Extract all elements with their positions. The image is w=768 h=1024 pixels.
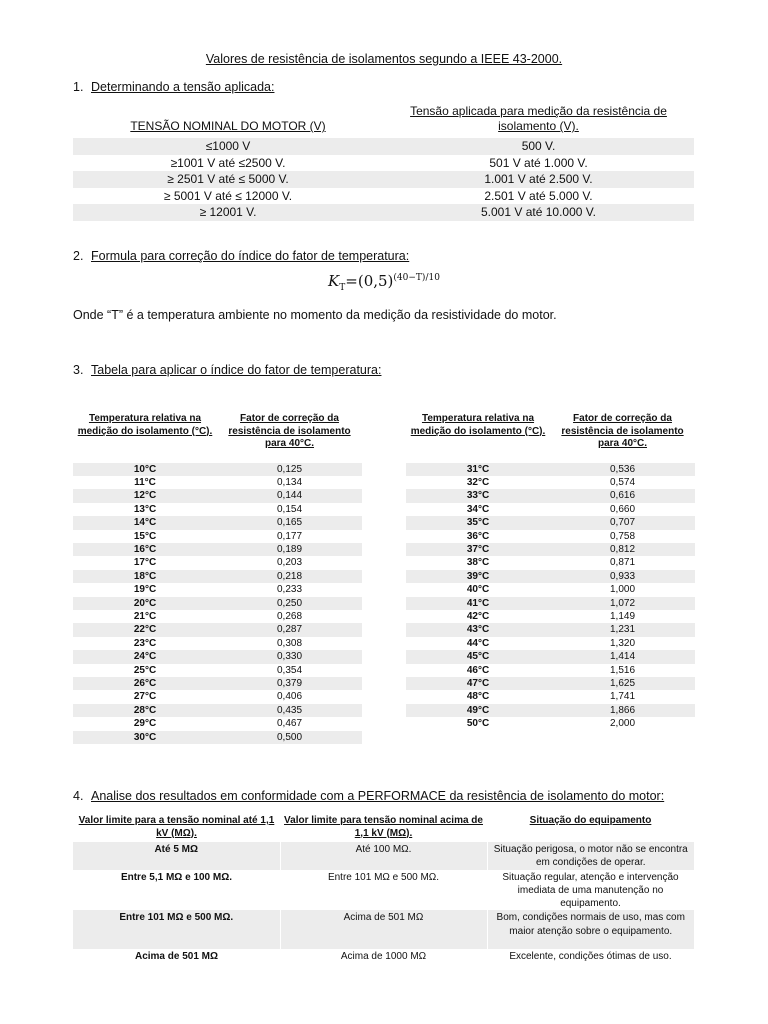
correction-factor-cell: 0,125 (217, 463, 362, 476)
table-row (406, 610, 695, 623)
temperature-formula (0, 272, 768, 293)
table-row (73, 690, 362, 703)
table-row (406, 650, 695, 663)
table-row (73, 556, 362, 569)
section-4-heading (73, 789, 664, 803)
temperature-cell: 20°C (73, 597, 217, 610)
status-cell: Bom, condições normais de uso, mas com maior atenção sobre o equipamento. (487, 910, 694, 949)
section-1-heading (73, 80, 274, 94)
applied-voltage-cell: 1.001 V até 2.500 V. (383, 171, 694, 188)
limit-low-cell: Entre 5,1 MΩ e 100 MΩ. (120, 871, 233, 883)
temperature-cell: 12°C (73, 489, 217, 502)
table-row (73, 476, 362, 489)
section-4-title: Analise dos resultados em conformidade com a PERFORMACE da resistência de isolamento do motor: (91, 789, 665, 803)
table-row (73, 530, 362, 543)
section-3-title: Tabela para aplicar o índice do fator de temperatura: (91, 363, 382, 377)
formula-exponent: (40−T)/10 (393, 273, 440, 283)
temperature-cell: 16°C (73, 543, 217, 556)
table-row (406, 664, 695, 677)
nominal-voltage-cell: ≥ 12001 V. (73, 204, 383, 221)
correction-factor-cell: 0,308 (276, 637, 303, 649)
section-2-title: Formula para correção do índice do fator de temperatura: (91, 249, 410, 263)
nominal-voltage-cell: ≤1000 V (73, 138, 383, 155)
correction-factor-cell: 1,625 (550, 677, 695, 690)
correction-factor-cell: 0,144 (217, 489, 362, 502)
table-row (406, 463, 695, 476)
table-row (406, 503, 695, 516)
limit-low-cell: Acima de 501 MΩ (134, 951, 219, 963)
section-2-heading (73, 249, 409, 263)
table-row (73, 664, 362, 677)
temperature-table-right (406, 413, 695, 731)
table-row (73, 910, 694, 949)
temperature-cell: 28°C (73, 704, 217, 717)
correction-factor-cell: 0,134 (276, 476, 303, 488)
correction-factor-cell: 0,660 (609, 503, 636, 515)
correction-factor-cell: 0,250 (217, 597, 362, 610)
correction-factor-cell: 0,536 (550, 463, 695, 476)
temperature-cell: 10°C (73, 463, 217, 476)
table-row (406, 637, 695, 650)
table-row (73, 188, 694, 205)
temp-header-temperature: Temperatura relativa na medição do isolamento (°C). (77, 413, 213, 437)
table-row (73, 717, 362, 730)
table-row (406, 570, 695, 583)
status-cell: Excelente, condições ótimas de uso. (509, 951, 672, 963)
table-row (73, 583, 362, 596)
status-cell: Situação regular, atenção e intervenção imediata de uma manutenção no equipamento. (502, 871, 679, 910)
nominal-voltage-cell: ≥ 5001 V até ≤ 12000 V. (163, 188, 293, 203)
correction-factor-cell: 1,741 (609, 691, 636, 703)
temperature-cell: 19°C (133, 584, 157, 596)
table-row (73, 870, 694, 911)
correction-factor-cell: 0,203 (276, 557, 303, 569)
table-row (73, 650, 362, 663)
voltage-table-header-applied: Tensão aplicada para medição da resistência de isolamento (V). (410, 104, 667, 133)
temperature-cell: 23°C (133, 637, 157, 649)
temperature-cell: 44°C (466, 637, 490, 649)
formula-k: K (328, 272, 340, 290)
correction-factor-cell: 1,231 (550, 623, 695, 636)
correction-factor-cell: 0,354 (276, 664, 303, 676)
temperature-cell: 21°C (133, 610, 157, 622)
temperature-cell: 47°C (406, 677, 550, 690)
table-row (73, 731, 362, 744)
temperature-table-left (73, 413, 362, 744)
table-row (73, 543, 362, 556)
table-row (73, 677, 362, 690)
temperature-cell: 27°C (133, 691, 157, 703)
table-row (406, 556, 695, 569)
correction-factor-cell: 0,165 (217, 516, 362, 529)
applied-voltage-cell: 501 V até 1.000 V. (489, 155, 588, 170)
temperature-cell: 41°C (406, 597, 550, 610)
temperature-cell: 43°C (406, 623, 550, 636)
correction-factor-cell: 0,218 (217, 570, 362, 583)
temperature-cell: 46°C (466, 664, 490, 676)
table-row (73, 949, 694, 963)
correction-factor-cell: 0,933 (550, 570, 695, 583)
performance-header-high: Valor limite para tensão nominal acima de 1,1 kV (MΩ). (284, 815, 483, 839)
performance-header-status: Situação do equipamento (529, 815, 652, 826)
correction-factor-cell: 0,177 (276, 530, 303, 542)
section-1-title: Determinando a tensão aplicada: (91, 80, 275, 94)
table-row (73, 171, 694, 188)
correction-factor-cell: 0,500 (217, 731, 362, 744)
nominal-voltage-cell: ≥1001 V até ≤2500 V. (170, 155, 286, 170)
correction-factor-cell: 0,287 (217, 623, 362, 636)
table-row (73, 463, 362, 476)
temperature-cell: 42°C (466, 610, 490, 622)
temperature-cell: 34°C (466, 503, 490, 515)
limit-high-cell: Até 100 MΩ. (280, 842, 487, 870)
section-3-heading (73, 363, 381, 377)
table-row (73, 597, 362, 610)
table-row (406, 476, 695, 489)
temperature-cell: 35°C (406, 516, 550, 529)
table-row (73, 138, 694, 155)
temperature-cell: 22°C (73, 623, 217, 636)
section-4-number: 4. (73, 789, 84, 803)
table-row (73, 623, 362, 636)
correction-factor-cell: 0,435 (217, 704, 362, 717)
performance-header-low: Valor limite para a tensão nominal até 1,1 kV (MΩ). (78, 815, 275, 839)
correction-factor-cell: 1,072 (550, 597, 695, 610)
table-row (73, 842, 694, 870)
formula-note: Onde “T” é a temperatura ambiente no momento da medição da resistividade do motor. (73, 308, 557, 322)
temperature-cell: 11°C (134, 476, 156, 488)
section-2-number: 2. (73, 249, 84, 263)
temperature-cell: 32°C (466, 476, 490, 488)
temperature-cell: 37°C (406, 543, 550, 556)
formula-subscript: T (339, 283, 346, 293)
table-row (406, 530, 695, 543)
correction-factor-cell: 0,233 (276, 584, 303, 596)
table-row (73, 637, 362, 650)
correction-factor-cell: 0,616 (550, 489, 695, 502)
table-row (406, 677, 695, 690)
table-row (73, 204, 694, 221)
temperature-cell: 49°C (406, 704, 550, 717)
section-3-number: 3. (73, 363, 84, 377)
table-row (73, 155, 694, 172)
status-cell: Situação perigosa, o motor não se encontra em condições de operar. (487, 842, 694, 870)
temp-header-factor: Fator de correção da resistência de isolamento para 40°C. (561, 413, 684, 449)
temperature-cell: 50°C (466, 718, 490, 730)
temperature-cell: 40°C (466, 584, 490, 596)
table-row (73, 704, 362, 717)
correction-factor-cell: 0,707 (550, 516, 695, 529)
temperature-cell: 48°C (466, 691, 490, 703)
formula-base: =(0,5) (345, 272, 394, 290)
limit-low-cell: Até 5 MΩ (73, 842, 280, 870)
table-row (406, 623, 695, 636)
correction-factor-cell: 0,154 (276, 503, 303, 515)
temperature-cell: 31°C (406, 463, 550, 476)
temperature-cell: 30°C (73, 731, 217, 744)
table-row (406, 516, 695, 529)
temperature-cell: 18°C (73, 570, 217, 583)
temperature-cell: 13°C (133, 503, 157, 515)
temperature-cell: 15°C (133, 530, 157, 542)
applied-voltage-cell: 5.001 V até 10.000 V. (383, 204, 694, 221)
correction-factor-cell: 0,871 (609, 557, 636, 569)
applied-voltage-cell: 2.501 V até 5.000 V. (484, 188, 593, 203)
correction-factor-cell: 0,330 (217, 650, 362, 663)
table-row (406, 543, 695, 556)
correction-factor-cell: 1,149 (609, 610, 636, 622)
correction-factor-cell: 1,414 (550, 650, 695, 663)
table-row (406, 597, 695, 610)
table-row (406, 717, 695, 730)
table-row (73, 503, 362, 516)
limit-high-cell: Entre 101 MΩ e 500 MΩ. (327, 871, 440, 883)
performance-table (73, 815, 694, 964)
correction-factor-cell: 0,812 (550, 543, 695, 556)
temp-header-factor: Fator de correção da resistência de isolamento para 40°C. (228, 413, 351, 449)
table-row (73, 516, 362, 529)
temperature-cell: 33°C (406, 489, 550, 502)
correction-factor-cell: 1,516 (609, 664, 636, 676)
table-row (73, 570, 362, 583)
correction-factor-cell: 0,406 (276, 691, 303, 703)
limit-low-cell: Entre 101 MΩ e 500 MΩ. (73, 910, 280, 949)
correction-factor-cell: 2,000 (609, 718, 636, 730)
correction-factor-cell: 0,758 (609, 530, 636, 542)
table-row (406, 690, 695, 703)
voltage-table (73, 104, 694, 221)
voltage-table-header-nominal: TENSÃO NOMINAL DO MOTOR (V) (130, 119, 326, 133)
temperature-cell: 29°C (133, 718, 157, 730)
temperature-cell: 26°C (73, 677, 217, 690)
temperature-cell: 38°C (466, 557, 490, 569)
applied-voltage-cell: 500 V. (383, 138, 694, 155)
correction-factor-cell: 0,574 (609, 476, 636, 488)
temperature-cell: 25°C (133, 664, 157, 676)
temperature-cell: 17°C (133, 557, 157, 569)
correction-factor-cell: 0,379 (217, 677, 362, 690)
correction-factor-cell: 1,000 (609, 584, 636, 596)
temperature-cell: 36°C (466, 530, 490, 542)
temperature-cell: 45°C (406, 650, 550, 663)
table-row (73, 489, 362, 502)
table-row (406, 704, 695, 717)
table-row (73, 610, 362, 623)
temperature-cell: 39°C (406, 570, 550, 583)
correction-factor-cell: 0,189 (217, 543, 362, 556)
correction-factor-cell: 0,467 (276, 718, 303, 730)
correction-factor-cell: 1,320 (609, 637, 636, 649)
correction-factor-cell: 1,866 (550, 704, 695, 717)
section-1-number: 1. (73, 80, 84, 94)
page-title: Valores de resistência de isolamentos segundo a IEEE 43-2000. (205, 52, 563, 66)
table-row (406, 583, 695, 596)
table-row (406, 489, 695, 502)
temperature-cell: 14°C (73, 516, 217, 529)
limit-high-cell: Acima de 1000 MΩ (340, 951, 427, 963)
temperature-cell: 24°C (73, 650, 217, 663)
nominal-voltage-cell: ≥ 2501 V até ≤ 5000 V. (73, 171, 383, 188)
temp-header-temperature: Temperatura relativa na medição do isolamento (°C). (410, 413, 546, 437)
limit-high-cell: Acima de 501 MΩ (280, 910, 487, 949)
correction-factor-cell: 0,268 (276, 610, 303, 622)
